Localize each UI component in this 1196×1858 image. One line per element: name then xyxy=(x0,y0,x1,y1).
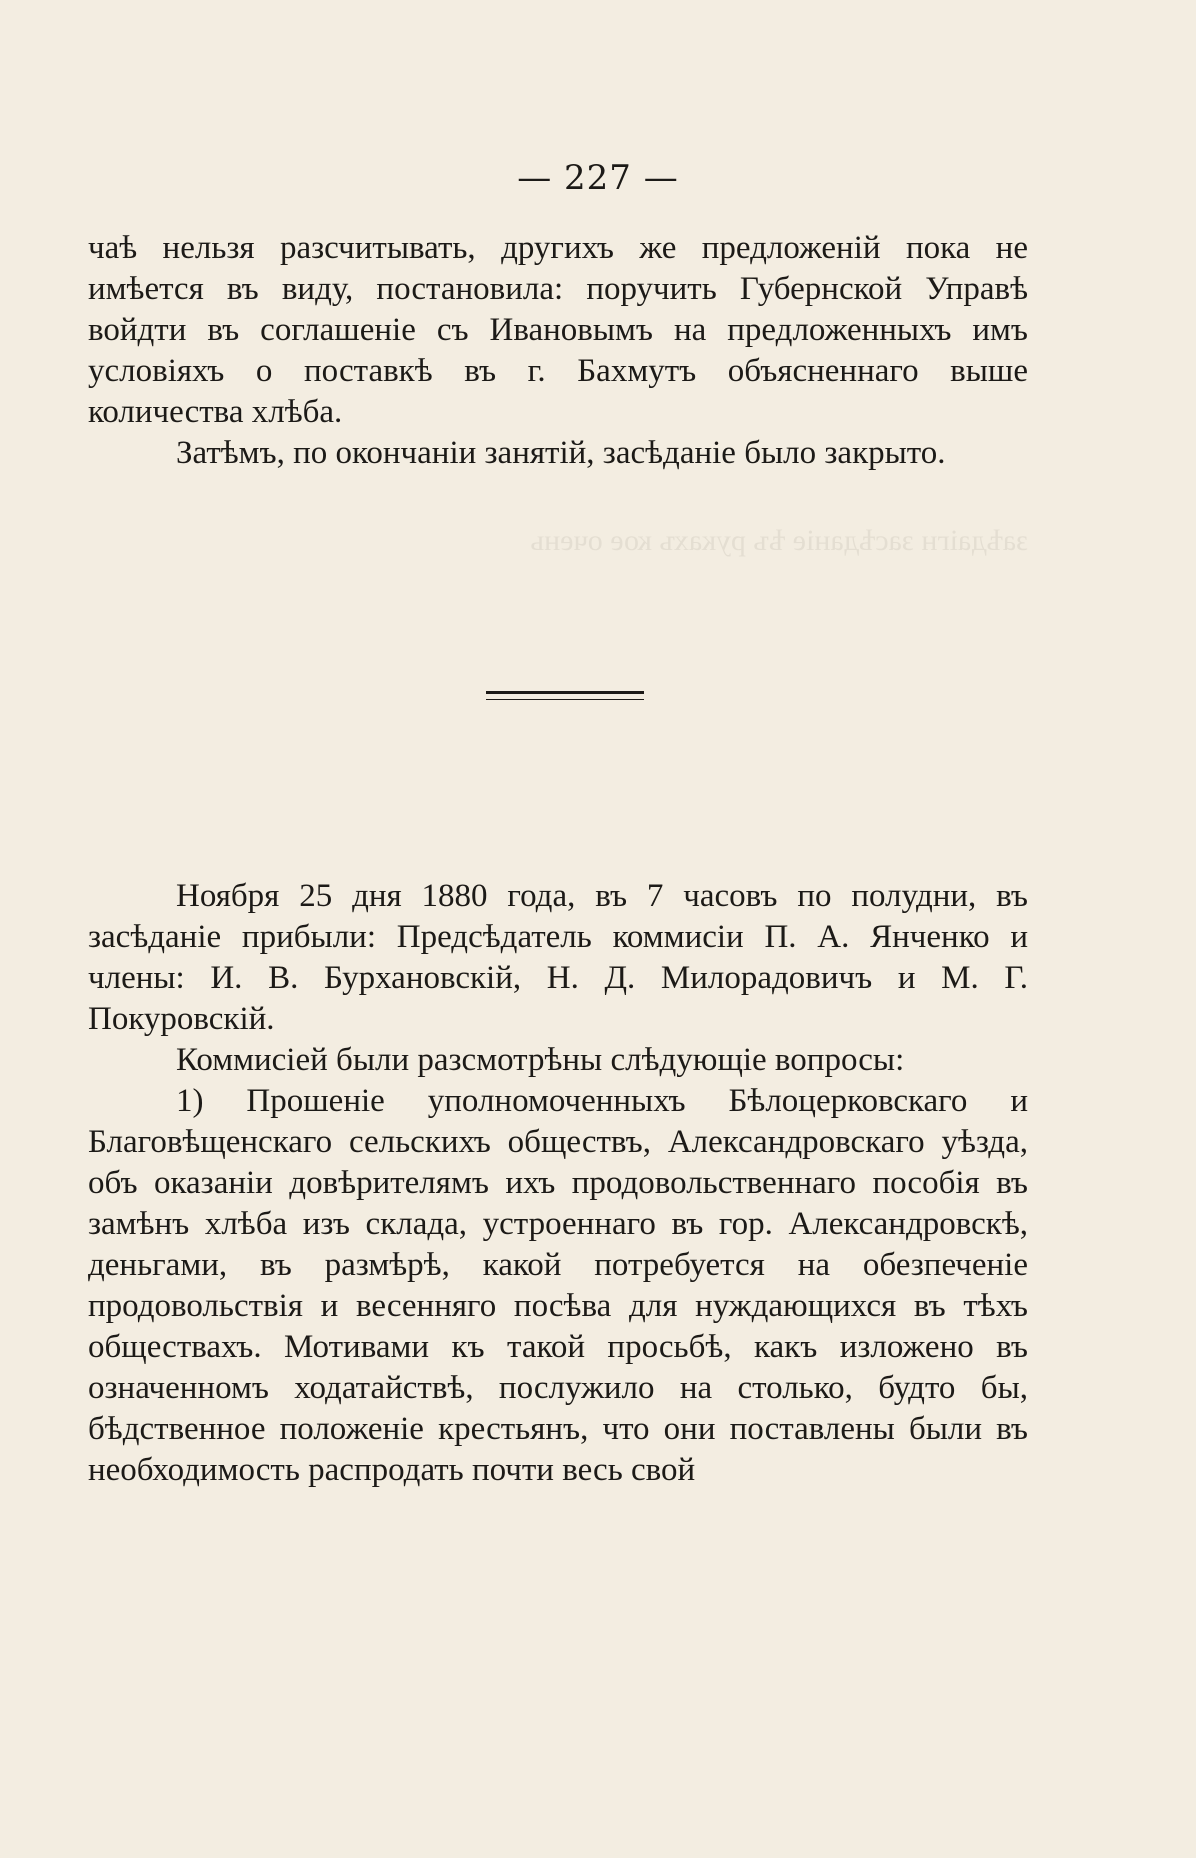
page-number: — 227 — xyxy=(517,158,679,198)
section-divider-thin xyxy=(486,699,644,700)
section-divider xyxy=(486,691,644,694)
paragraph: Ноября 25 дня 1880 года, въ 7 часовъ по полудни, въ засѣданіе прибыли: Предсѣдатель коммисіи П. А. Янченко и члены: И. В. Бурхановскій, Н. Д. Милорадовичъ и М. Г. Покуровскій. xyxy=(88,878,1028,1037)
paragraph: Коммисіей были разсмотрѣны слѣдующіе вопросы: xyxy=(176,1042,905,1078)
section-1 xyxy=(88,228,1028,474)
paragraph: чаѣ нельзя разсчитывать, другихъ же предложеній пока не имѣется въ виду, постановила: поручить Губернской Управѣ войдти въ соглашеніе съ Ивановымъ на предложенныхъ имъ условіяхъ о поставкѣ въ г. Бахмутъ объясненнаго выше количества хлѣба. xyxy=(88,230,1028,430)
paragraph: Затѣмъ, по окончаніи занятій, засѣданіе было закрыто. xyxy=(176,435,946,471)
section-2 xyxy=(88,876,1028,1491)
paragraph: 1) Прошеніе уполномоченныхъ Бѣлоцерковскаго и Благовѣщенскаго сельскихъ обществъ, Александровскаго уѣзда, объ оказаніи довѣрителямъ ихъ продовольственнаго пособія въ замѣнъ хлѣба изъ склада, устроеннаго въ гор. Александровскѣ, деньгами, въ размѣрѣ, какой потребуется на обезпеченіе продовольствія и весенняго посѣва для нуждающихся въ тѣхъ обществахъ. Мотивами къ такой просьбѣ, какъ изложено въ означенномъ ходатайствѣ, послужило на столько, будто бы, бѣдственное положеніе крестьянъ, что они поставлены были въ необходимость распродать почти весь свой xyxy=(88,1083,1028,1488)
bleed-through-text: заѣдаігн засѣданіе ѣъ рукахъ кое очень xyxy=(530,524,1028,557)
